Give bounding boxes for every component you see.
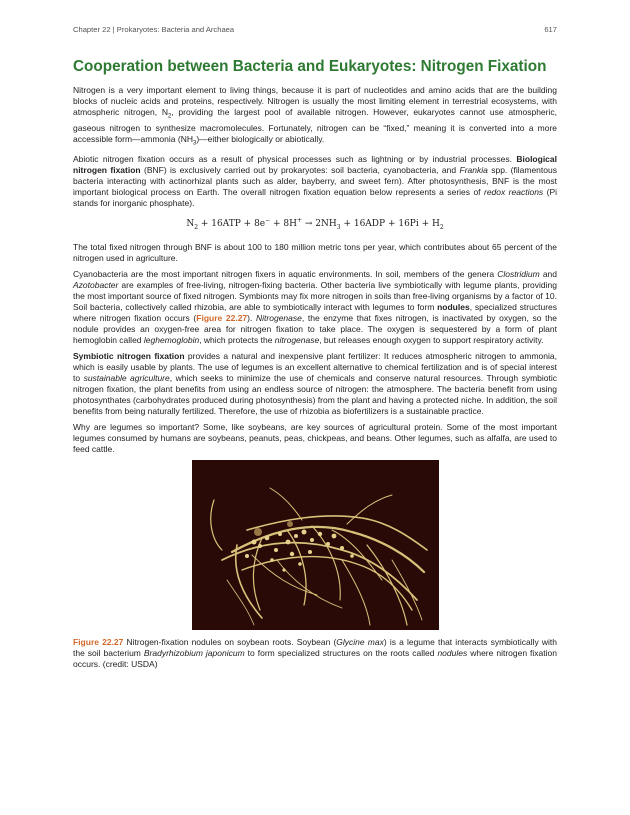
figure-number: Figure 22.27 (73, 637, 124, 648)
section-heading: Cooperation between Bacteria and Eukaryotes: Nitrogen Fixation (73, 58, 547, 75)
page-number: 617 (544, 25, 557, 34)
chapter-title: Chapter 22 | Prokaryotes: Bacteria and Archaea (73, 25, 235, 34)
soybean-roots-illustration (192, 460, 439, 630)
page-header (73, 25, 557, 39)
paragraph-4: Cyanobacteria are the most important nitrogen fixers in aquatic environments. In soil, members of the genera Clostridium and Azotobacter are examples of free-living, nitrogen-fixing bacteria. Other bacteria live symbiotically with legume plants, providing the most important source of fixed nitrogen. Symbionts may fix more nitrogen in soils than free-living organisms by a factor of 10. Soil bacteria, collectively called rhizobia, are able to symbiotically interact with legumes to form nodules, specialized structures where nitrogen fixation occurs (Figure 22.27). Nitrogenase, the enzyme that fixes nitrogen, is inactivated by oxygen, so the nodule provides an oxygen-free area for nitrogen fixation to take place. The oxygen is sequestered by a form of plant hemoglobin called leghemoglobin, which protects the nitrogenase, but releases enough oxygen to support respiratory activity. (73, 269, 558, 346)
term-redox: redox reactions (483, 187, 544, 198)
term-bnf: Biological nitrogen fixation (73, 154, 557, 176)
figure-caption: Figure 22.27 Nitrogen-fixation nodules on soybean roots. Soybean (Glycine max) is a legume that interacts symbiotically with the soil bacterium Bradyrhizobium japonicum to form specialized structures on the roots called nodules where nitrogen fixation occurs. (credit: USDA) (73, 637, 558, 670)
paragraph-1: Nitrogen is a very important element to living things, because it is part of nucleotides and amino acids that are the building blocks of nucleic acids and proteins, respectively. Nitrogen is usually the most limiting element in terrestrial ecosystems, with atmospheric nitrogen, $N_2$, providing the largest pool of available nitrogen. However, eukaryotes cannot use atmospheric, gaseous nitrogen to synthesize macromolecules. Fortunately, nitrogen can be “fixed,” meaning it is converted into a more accessible form—ammonia $(NH_3)—either$ biologically or abiotically. (73, 85, 557, 147)
nitrogen-fixation-equation: $N_2 + 16ATP + 8e^- + 8H^+ \to 2NH_3 + 16ADP + 16Pi + H_2$ (186, 217, 444, 232)
paragraph-2: Abiotic nitrogen fixation occurs as a result of physical processes such as lightning or by industrial processes. Biological nitrogen fixation (BNF) is exclusively carried out by prokaryotes: soil bacteria, cyanobacteria, and Frankia spp. (filamentous bacteria interacting with actinorhizal plants such as alder, bayberry, and sweet fern). After photosynthesis, BNF is the most important biological process on Earth. The overall nitrogen fixation equation below represents a series of redox reactions (Pi stands for inorganic phosphate). (73, 154, 558, 209)
paragraph-5: Symbiotic nitrogen fixation provides a natural and inexpensive plant fertilizer: It reduces atmospheric nitrogen to ammonia, which is easily usable by plants. The use of legumes is an excellent alternative to chemical fertilization and is of special interest to sustainable agriculture, which seeks to minimize the use of chemicals and conserve natural resources. Through symbiotic nitrogen fixation, the plant benefits from using an endless source of nitrogen: the atmosphere. The bacteria benefit from using photosynthates (carbohydrates produced during photosynthesis) from the plant and having a protected niche. In addition, the soil benefits from being naturally fertilized. Therefore, the use of rhizobia as biofertilizers is a sustainable practice. (73, 351, 558, 417)
paragraph-6: Why are legumes so important? Some, like soybeans, are key sources of agricultural protein. Some of the most important legumes consumed by humans are soybeans, peanuts, peas, chickpeas, and beans. Other legumes, such as alfalfa, are used to feed cattle. (73, 422, 557, 455)
paragraph-3: The total fixed nitrogen through BNF is about 100 to 180 million metric tons per year, which contributes about 65 percent of the nitrogen used in agriculture. (73, 242, 557, 264)
term-symbiotic-fixation: Symbiotic nitrogen fixation (73, 351, 185, 362)
soybean-roots-photo (192, 460, 439, 630)
figure-link[interactable]: Figure 22.27 (196, 313, 248, 324)
term-nodules: nodules (437, 302, 470, 313)
page-content (73, 57, 557, 670)
